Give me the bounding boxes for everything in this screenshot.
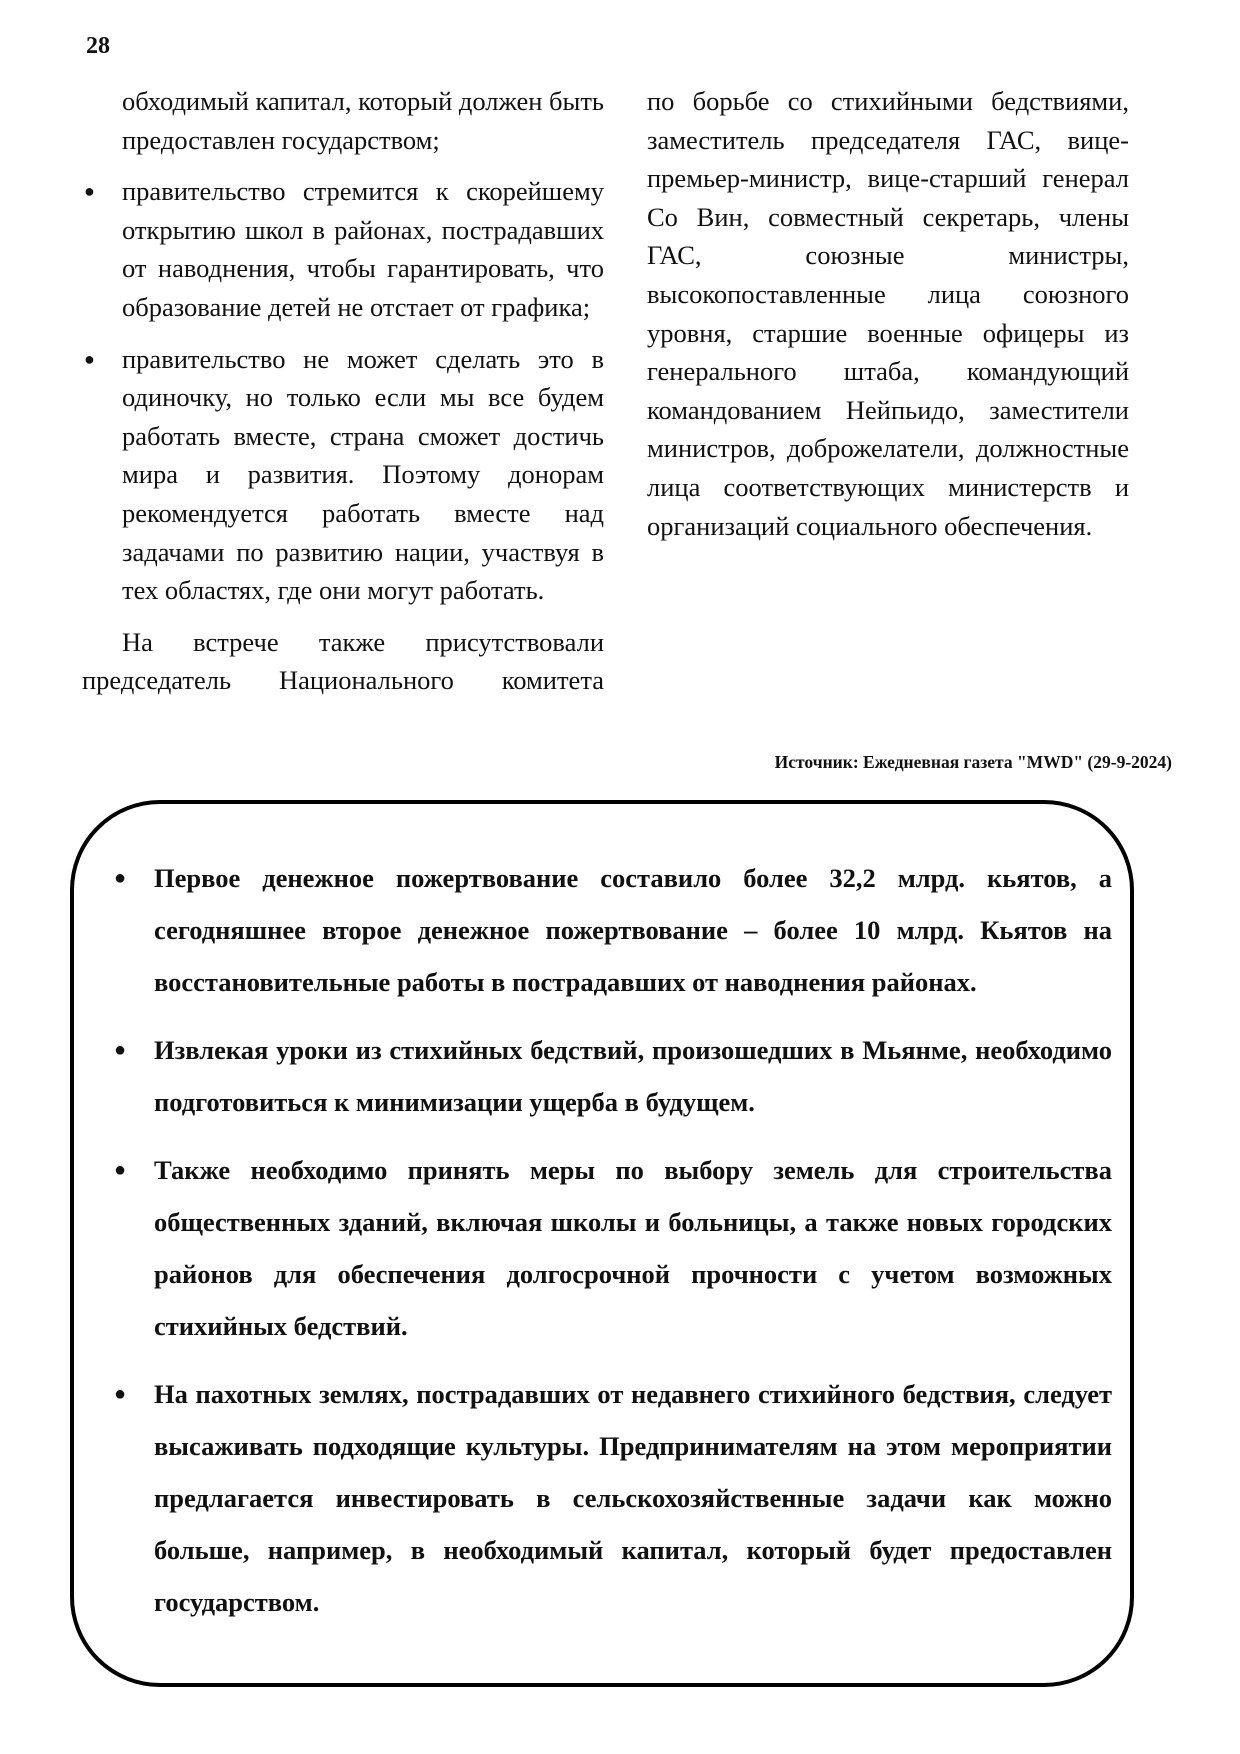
- list-item: [114, 1368, 1112, 1628]
- left-lead-text: обходимый капитал, который должен быть предоставлен государством;: [122, 86, 604, 155]
- list-item-text: правительство не может сделать это в одиночку, но только если мы все будем работать вместе, страна сможет достичь мира и развития. Поэтому донорам рекомендуется работать вместе над задачами по развитию нации, участвуя в тех областях, где они могут работать.: [122, 343, 604, 606]
- bullet-icon: ●: [114, 1159, 127, 1181]
- left-bullet-list: [84, 172, 604, 610]
- list-item-text: Извлекая уроки из стихийных бедствий, произошедших в Мьянме, необходимо подготовиться к минимизации ущерба в будущем.: [154, 1035, 1112, 1117]
- source-citation: Источник: Ежедневная газета "MWD" (29-9-2024): [774, 752, 1172, 772]
- list-item: [84, 340, 604, 610]
- left-column: [82, 82, 604, 700]
- right-column: [647, 82, 1129, 545]
- page-number: 28: [86, 33, 110, 59]
- list-item: [84, 172, 604, 326]
- right-column-text: по борьбе со стихийными бедствиями, заместитель председателя ГАС, вице-премьер-министр, вице-старший генерал Со Вин, совместный секретарь, члены ГАС, союзные министры, высокопоставленные лица союзного уровня, старшие военные офицеры из генерального штаба, командующий командованием Нейпьидо, заместители министров, доброжелатели, должностные лица соответствующих министерств и организаций социального обеспечения.: [647, 86, 1129, 541]
- meeting-paragraph: На встрече также присутствовали председатель Национального комитета: [82, 626, 604, 696]
- list-item: [114, 1144, 1112, 1352]
- bullet-icon: ●: [84, 348, 95, 369]
- list-item: [114, 852, 1112, 1008]
- list-item-text: Первое денежное пожертвование составило более 32,2 млрд. кьятов, а сегодняшнее второе денежное пожертвование – более 10 млрд. Кьятов на восстановительные работы в пострадавших от наводнения районах.: [154, 863, 1112, 997]
- bullet-icon: ●: [114, 1039, 127, 1061]
- summary-bullet-list: [114, 852, 1112, 1628]
- bullet-icon: ●: [114, 1383, 127, 1405]
- list-item-text: На пахотных землях, пострадавших от недавнего стихийного бедствия, следует высаживать подходящие культуры. Предпринимателям на этом мероприятии предлагается инвестировать в сельскохозяйственные задачи как можно больше, например, в необходимый капитал, который будет предоставлен государством.: [154, 1379, 1112, 1617]
- list-item-text: Также необходимо принять меры по выбору земель для строительства общественных зданий, включая школы и больницы, а также новых городских районов для обеспечения долгосрочной прочности с учетом возможных стихийных бедствий.: [154, 1155, 1112, 1341]
- list-item-text: правительство стремится к скорейшему открытию школ в районах, пострадавших от наводнения, чтобы гарантировать, что образование детей не отстает от графика;: [122, 176, 604, 322]
- list-item: [114, 1024, 1112, 1128]
- summary-box: [70, 800, 1134, 1687]
- bullet-icon: ●: [84, 181, 95, 202]
- bullet-icon: ●: [114, 867, 127, 889]
